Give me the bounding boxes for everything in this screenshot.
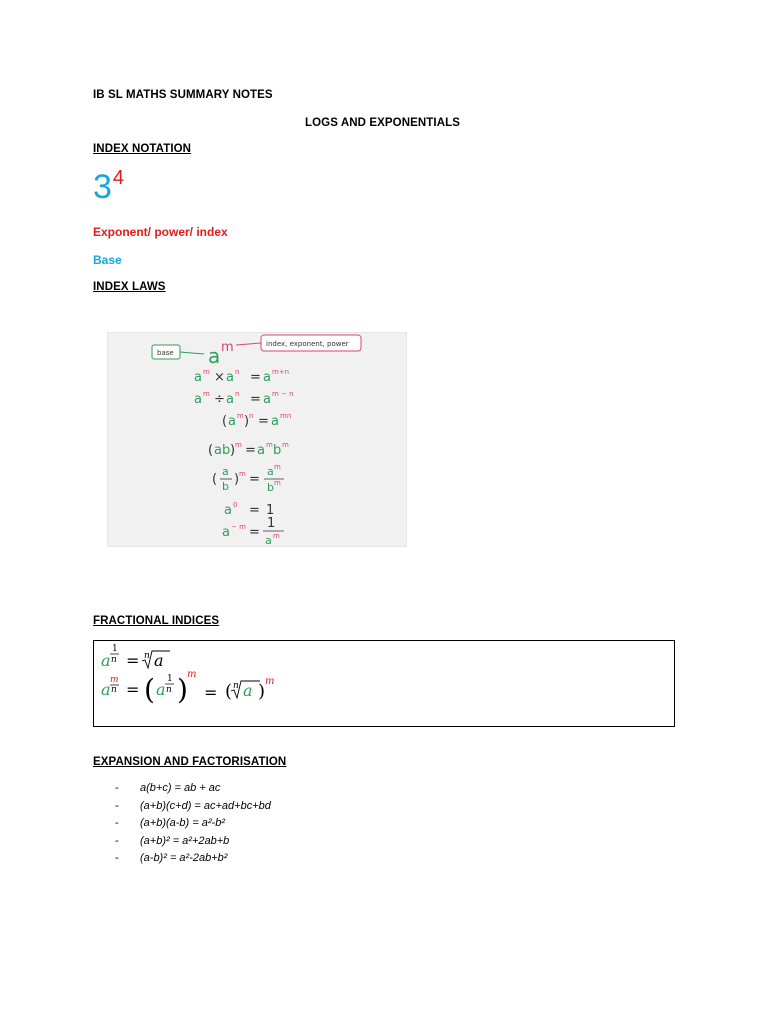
svg-text:=: = xyxy=(250,392,261,407)
svg-text:1: 1 xyxy=(267,516,276,531)
svg-text:): ) xyxy=(177,673,188,706)
index-notation-example xyxy=(93,168,124,207)
exponent-label: Exponent/ power/ index xyxy=(93,225,228,239)
svg-text:m: m xyxy=(239,470,246,478)
svg-text:=: = xyxy=(249,503,260,518)
svg-text:=: = xyxy=(126,680,140,699)
svg-text:a: a xyxy=(267,465,274,478)
svg-text:a: a xyxy=(263,370,271,385)
svg-text:n: n xyxy=(235,390,240,398)
list-item: - (a-b)² = a²-2ab+b² xyxy=(115,852,228,864)
line1-exp-den: n xyxy=(111,655,117,665)
svg-text:m: m xyxy=(110,675,119,685)
list-item: - (a+b)² = a²+2ab+b xyxy=(115,834,230,847)
svg-text:m: m xyxy=(237,412,244,420)
svg-text:a: a xyxy=(194,370,202,385)
main-base-a: a xyxy=(208,344,221,368)
list-item-text: (a-b)² = a²-2ab+b² xyxy=(140,852,228,864)
law-zero-exponent: 0 xyxy=(233,501,238,509)
base-callout-text: base xyxy=(157,349,174,357)
svg-text:b: b xyxy=(267,481,274,494)
svg-text:m: m xyxy=(266,441,273,449)
svg-text:=: = xyxy=(249,472,260,487)
svg-text:n: n xyxy=(166,685,172,695)
svg-text:a: a xyxy=(243,681,253,700)
svg-text:ab: ab xyxy=(214,443,231,458)
exponent-digit: 4 xyxy=(112,167,125,189)
svg-text:b: b xyxy=(222,480,229,493)
svg-text:a: a xyxy=(226,392,234,407)
svg-text:a: a xyxy=(101,680,111,699)
svg-text:m: m xyxy=(274,479,281,487)
index-notation-heading: INDEX NOTATION xyxy=(93,143,192,155)
svg-text:=: = xyxy=(204,683,218,702)
law-one: 1 xyxy=(266,503,275,518)
svg-text:(: ( xyxy=(144,673,155,706)
index-callout-text: index, exponent, power xyxy=(266,340,349,348)
svg-text:a: a xyxy=(156,680,166,699)
svg-text:b: b xyxy=(273,443,282,458)
svg-text:=: = xyxy=(258,414,269,429)
svg-text:): ) xyxy=(244,414,250,429)
index-laws-diagram xyxy=(108,333,408,548)
list-item-text: a(b+c) = ab + ac xyxy=(140,782,221,794)
index-laws-image xyxy=(107,332,407,547)
svg-text:a: a xyxy=(263,392,271,407)
svg-text:m: m xyxy=(265,676,275,687)
base-digit: 3 xyxy=(93,168,112,206)
svg-text:(: ( xyxy=(208,443,214,458)
svg-text:=: = xyxy=(249,525,260,540)
svg-text:a: a xyxy=(222,465,229,478)
svg-text:=: = xyxy=(245,443,256,458)
svg-text:a: a xyxy=(265,534,272,547)
svg-text:(: ( xyxy=(212,472,218,487)
svg-text:a: a xyxy=(226,370,234,385)
svg-text:m: m xyxy=(235,441,242,449)
list-item-text: (a+b)(a-b) = a²-b² xyxy=(140,817,225,829)
svg-text:a: a xyxy=(257,443,265,458)
index-laws-heading: INDEX LAWS xyxy=(93,281,166,293)
list-item-text: (a+b)(c+d) = ac+ad+bc+bd xyxy=(140,799,271,812)
svg-text:a: a xyxy=(154,651,164,670)
svg-text:÷: ÷ xyxy=(214,392,225,407)
svg-text:m: m xyxy=(203,368,210,376)
document-title: IB SL MATHS SUMMARY NOTES xyxy=(93,89,273,101)
fractional-indices-box xyxy=(93,640,675,727)
list-item: - (a+b)(c+d) = ac+ad+bc+bd xyxy=(115,799,271,812)
svg-text:n: n xyxy=(235,368,240,376)
svg-text:(: ( xyxy=(225,681,233,702)
svg-text:n: n xyxy=(233,681,239,691)
svg-text:a: a xyxy=(222,525,230,540)
svg-text:): ) xyxy=(258,681,266,702)
main-exponent-m: m xyxy=(221,340,234,355)
list-item: - a(b+c) = ab + ac xyxy=(115,782,221,794)
svg-text:mn: mn xyxy=(280,412,292,420)
expansion-list xyxy=(115,782,271,870)
svg-text:m: m xyxy=(203,390,210,398)
line1-base: a xyxy=(101,651,111,670)
svg-text:m: m xyxy=(282,441,289,449)
list-item: - (a+b)(a-b) = a²-b² xyxy=(115,817,225,829)
svg-text:1: 1 xyxy=(167,674,173,684)
expansion-heading: EXPANSION AND FACTORISATION xyxy=(93,756,287,768)
list-item-text: (a+b)² = a²+2ab+b xyxy=(140,834,230,847)
line1-equals: = xyxy=(126,651,140,670)
svg-text:m+n: m+n xyxy=(272,368,290,376)
svg-text:n: n xyxy=(249,412,254,420)
svg-text:m: m xyxy=(187,669,197,680)
law-a-zero-base: a xyxy=(224,503,232,518)
svg-text:(: ( xyxy=(222,414,228,429)
section-title: LOGS AND EXPONENTIALS xyxy=(305,117,461,129)
svg-text:=: = xyxy=(250,370,261,385)
svg-text:×: × xyxy=(214,370,225,385)
svg-text:m: m xyxy=(273,532,280,540)
svg-text:n: n xyxy=(111,685,117,695)
svg-text:a: a xyxy=(271,414,279,429)
svg-text:): ) xyxy=(230,443,236,458)
svg-text:m − n: m − n xyxy=(272,390,294,398)
base-label: Base xyxy=(93,253,122,267)
svg-text:n: n xyxy=(144,651,150,661)
svg-text:− m: − m xyxy=(231,523,246,531)
fractional-indices-heading: FRACTIONAL INDICES xyxy=(93,615,220,627)
fractional-formulas xyxy=(94,641,676,728)
svg-text:m: m xyxy=(274,463,281,471)
svg-text:a: a xyxy=(194,392,202,407)
line1-exp-num: 1 xyxy=(112,644,118,654)
svg-text:): ) xyxy=(234,472,240,487)
svg-text:a: a xyxy=(228,414,236,429)
